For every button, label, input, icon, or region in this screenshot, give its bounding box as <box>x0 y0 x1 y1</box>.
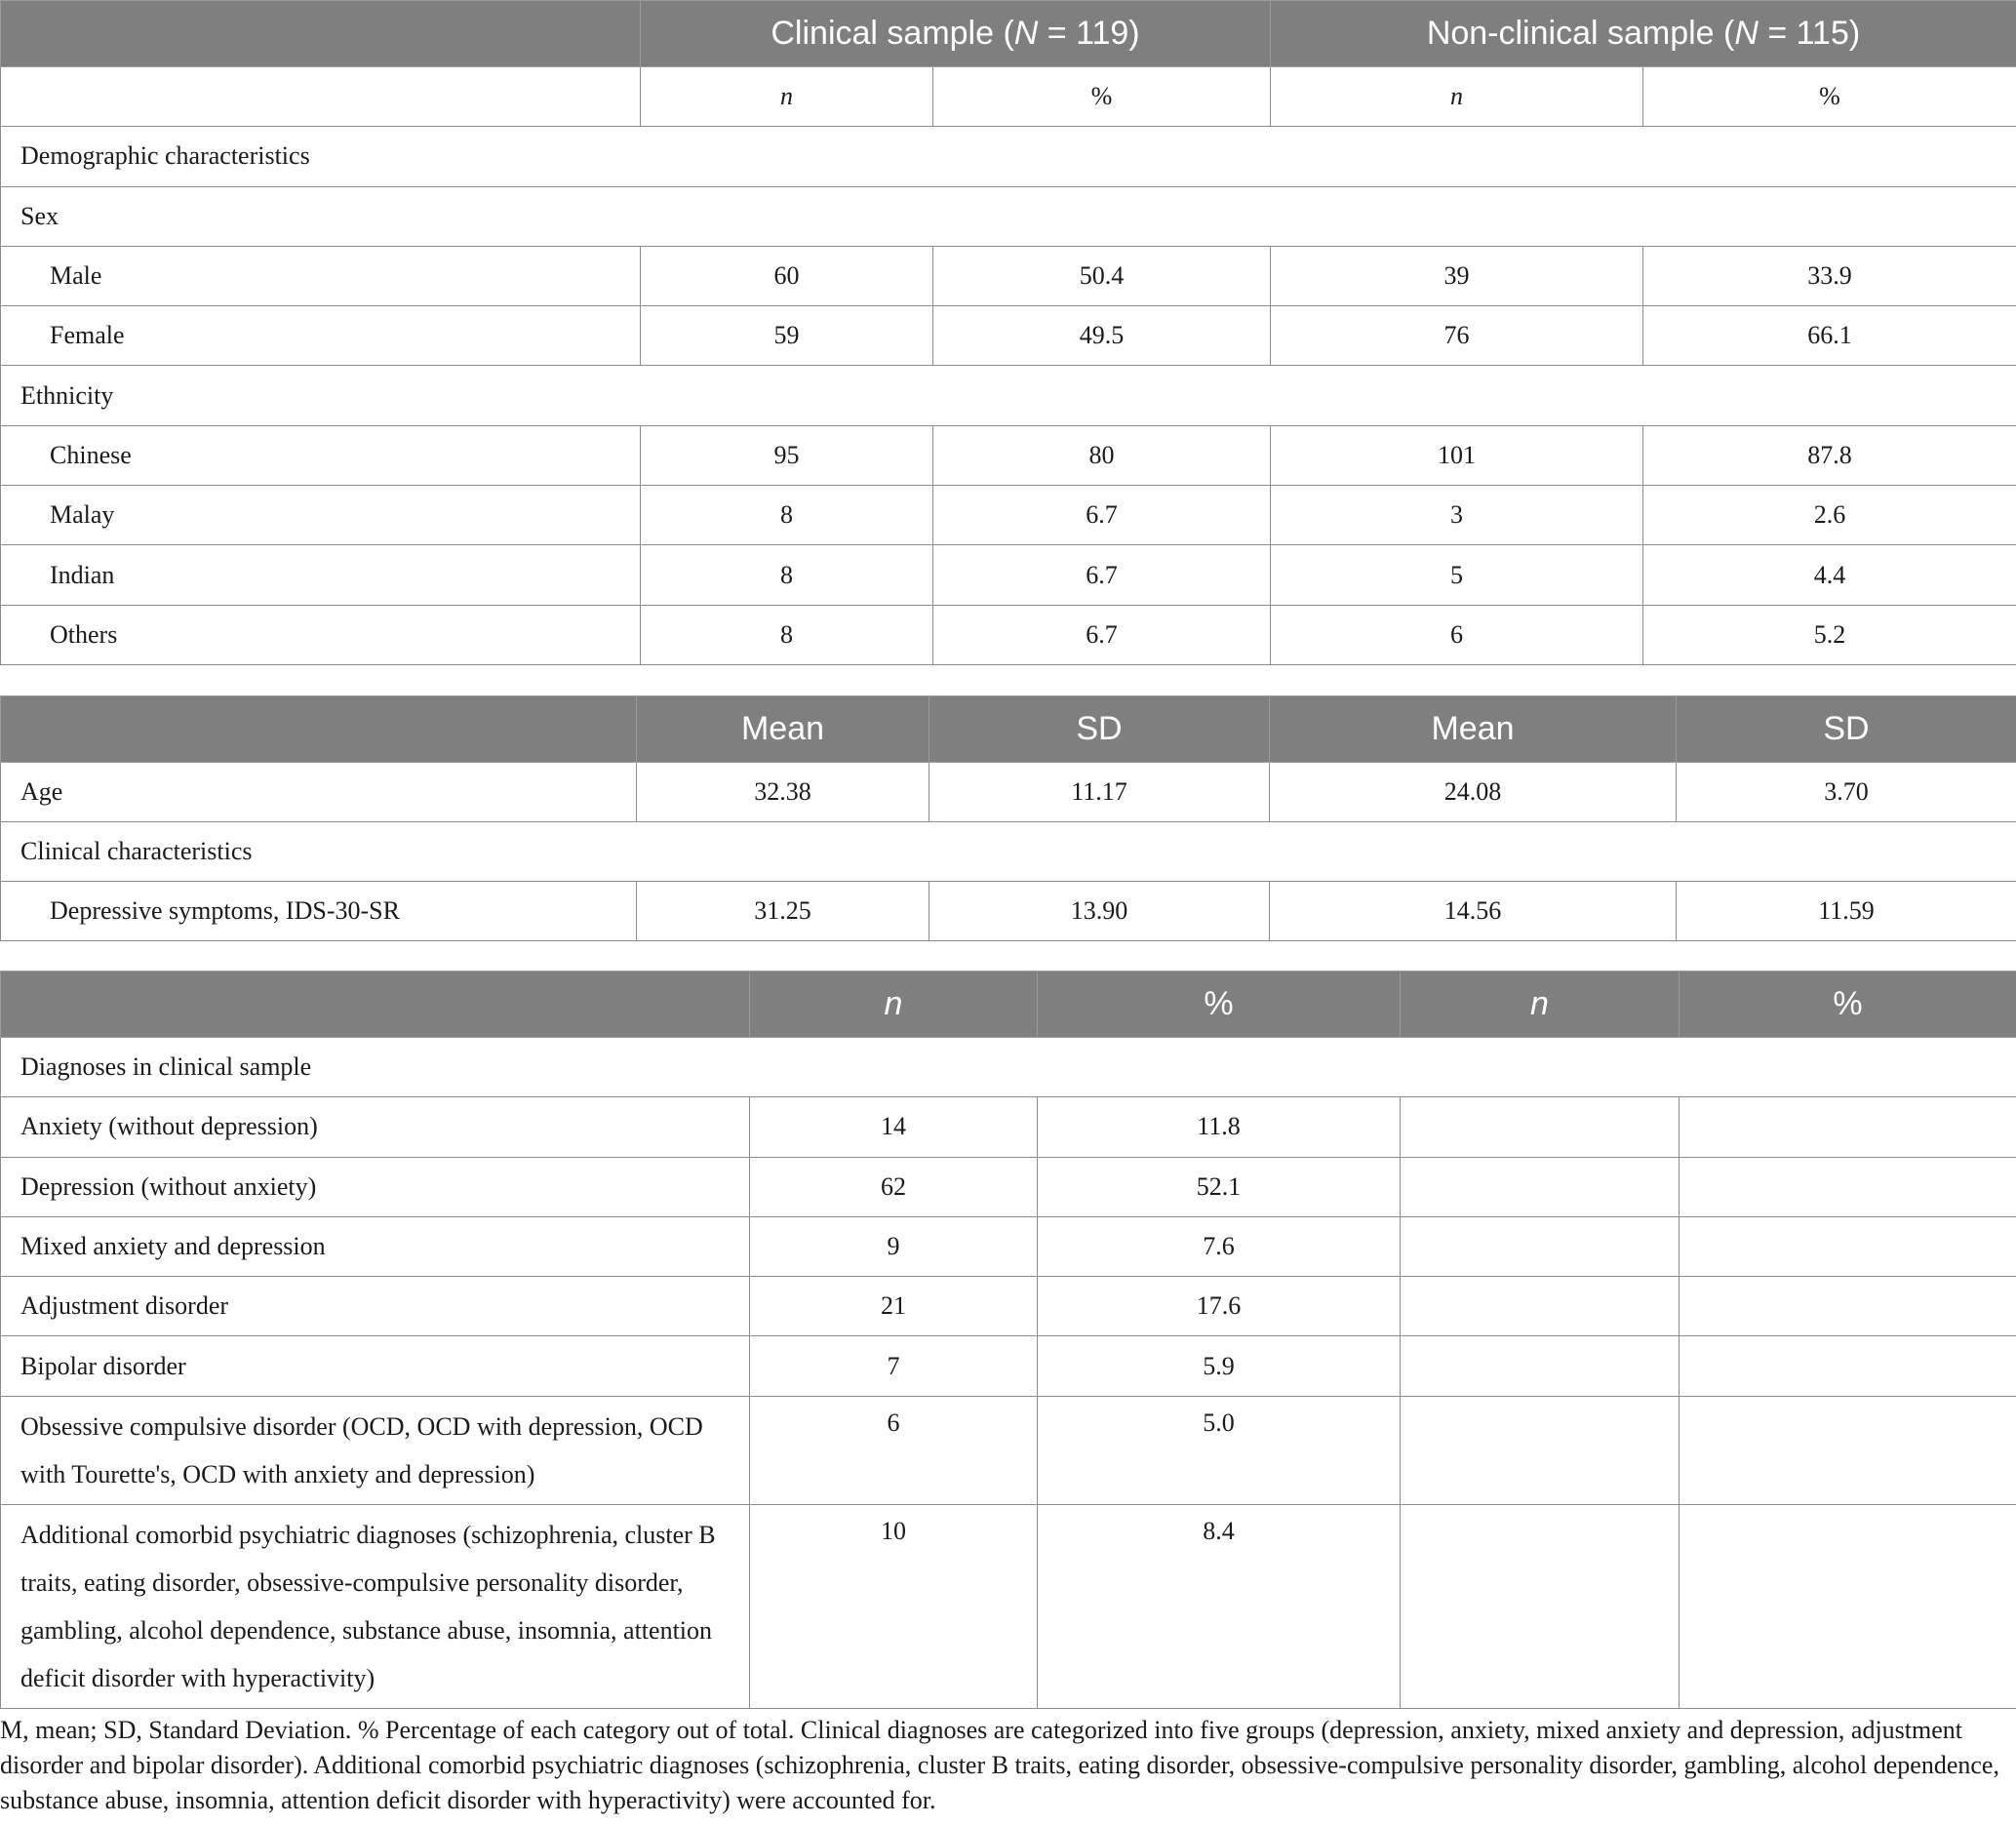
demographics-table <box>0 0 2016 665</box>
header-sd: SD <box>929 696 1270 763</box>
cell-value <box>1401 1157 1680 1216</box>
cell-value: 13.90 <box>929 882 1270 941</box>
cell-value: 24.08 <box>1270 763 1677 822</box>
cell-value: 76 <box>1271 306 1643 366</box>
table-row <box>1 1157 2016 1216</box>
cell-value: 95 <box>641 425 933 485</box>
table-row <box>1 605 2016 664</box>
age-clinical-table <box>0 695 2016 941</box>
cell-value <box>1680 1097 2016 1157</box>
section-row <box>1 186 2016 246</box>
table-row <box>1 1097 2016 1157</box>
row-label: Malay <box>1 486 641 545</box>
row-label: Obsessive compulsive disorder (OCD, OCD with depression, OCD with Tourette's, OCD with anxiety and depression) <box>1 1396 750 1504</box>
cell-value <box>1401 1216 1680 1276</box>
cell-value: 31.25 <box>637 882 929 941</box>
non-clinical-sample-header: Non-clinical sample (N = 115) <box>1271 1 2016 67</box>
cell-value: 66.1 <box>1643 306 2016 366</box>
cell-value: 21 <box>750 1277 1038 1336</box>
cell-value <box>1680 1336 2016 1396</box>
cell-value: 49.5 <box>933 306 1271 366</box>
diagnoses-table <box>0 971 2016 1709</box>
cell-value: 5.0 <box>1038 1396 1401 1504</box>
header-percent: % <box>1680 972 2016 1038</box>
section-label: Demographic characteristics <box>1 127 2016 186</box>
header-blank-cell <box>1 696 637 763</box>
cell-value: 101 <box>1271 425 1643 485</box>
cell-value <box>1680 1216 2016 1276</box>
table-row <box>1 1504 2016 1708</box>
row-label: Indian <box>1 545 641 605</box>
row-label: Depression (without anxiety) <box>1 1157 750 1216</box>
cell-value: 8 <box>641 545 933 605</box>
section-label: Clinical characteristics <box>1 822 2016 882</box>
sub-header-blank <box>1 67 641 127</box>
header-percent: % <box>1038 972 1401 1038</box>
row-label: Chinese <box>1 425 641 485</box>
row-label: Depressive symptoms, IDS-30-SR <box>1 882 637 941</box>
cell-value: 9 <box>750 1216 1038 1276</box>
cell-value: 62 <box>750 1157 1038 1216</box>
cell-value: 60 <box>641 246 933 305</box>
row-label: Female <box>1 306 641 366</box>
clinical-sample-header: Clinical sample (N = 119) <box>641 1 1271 67</box>
cell-value: 2.6 <box>1643 486 2016 545</box>
section-label: Ethnicity <box>1 366 2016 425</box>
sub-header-n: n <box>641 67 933 127</box>
section-row <box>1 127 2016 186</box>
table-row <box>1 486 2016 545</box>
cell-value <box>1401 1097 1680 1157</box>
row-label: Bipolar disorder <box>1 1336 750 1396</box>
table-row <box>1 306 2016 366</box>
row-label: Age <box>1 763 637 822</box>
sub-header-row <box>1 67 2016 127</box>
cell-value: 8 <box>641 605 933 664</box>
section-row <box>1 1038 2016 1097</box>
cell-value: 4.4 <box>1643 545 2016 605</box>
cell-value: 32.38 <box>637 763 929 822</box>
row-label: Adjustment disorder <box>1 1277 750 1336</box>
cell-value: 50.4 <box>933 246 1271 305</box>
cell-value: 8 <box>641 486 933 545</box>
cell-value: 17.6 <box>1038 1277 1401 1336</box>
cell-value <box>1401 1396 1680 1504</box>
header-mean: Mean <box>1270 696 1677 763</box>
cell-value: 6.7 <box>933 486 1271 545</box>
header-n: n <box>1401 972 1680 1038</box>
table-row <box>1 1396 2016 1504</box>
cell-value: 8.4 <box>1038 1504 1401 1708</box>
table-row <box>1 545 2016 605</box>
cell-value: 3 <box>1271 486 1643 545</box>
cell-value: 6 <box>750 1396 1038 1504</box>
section-label: Diagnoses in clinical sample <box>1 1038 2016 1097</box>
cell-value: 11.59 <box>1677 882 2016 941</box>
header-blank-cell <box>1 1 641 67</box>
cell-value: 5.9 <box>1038 1336 1401 1396</box>
cell-value: 7 <box>750 1336 1038 1396</box>
cell-value <box>1401 1336 1680 1396</box>
sub-header-percent: % <box>1643 67 2016 127</box>
table-row <box>1 763 2016 822</box>
cell-value <box>1680 1396 2016 1504</box>
sub-header-n: n <box>1271 67 1643 127</box>
n-percent-header-row <box>1 972 2016 1038</box>
header-sd: SD <box>1677 696 2016 763</box>
cell-value: 87.8 <box>1643 425 2016 485</box>
row-label: Mixed anxiety and depression <box>1 1216 750 1276</box>
table-row <box>1 1277 2016 1336</box>
cell-value: 5 <box>1271 545 1643 605</box>
sub-header-percent: % <box>933 67 1271 127</box>
header-blank-cell <box>1 972 750 1038</box>
header-mean: Mean <box>637 696 929 763</box>
table-row <box>1 246 2016 305</box>
table-footnote: M, mean; SD, Standard Deviation. % Percentage of each category out of total. Clinical diagnoses are categorized into five groups (depression, anxiety, mixed anxiety and depression, adjustment disorder and bipolar disorder). Additional comorbid psychiatric diagnoses (schizophrenia, cluster B traits, eating disorder, obsessive-compulsive personality disorder, gambling, alcohol dependence, substance abuse, insomnia, attention deficit disorder with hyperactivity) were accounted for. <box>0 1716 1999 1814</box>
cell-value: 14 <box>750 1097 1038 1157</box>
table-row <box>1 1216 2016 1276</box>
row-label: Anxiety (without depression) <box>1 1097 750 1157</box>
cell-value: 33.9 <box>1643 246 2016 305</box>
cell-value: 6.7 <box>933 605 1271 664</box>
cell-value <box>1401 1504 1680 1708</box>
header-n: n <box>750 972 1038 1038</box>
table-row <box>1 1336 2016 1396</box>
section-row <box>1 822 2016 882</box>
cell-value: 3.70 <box>1677 763 2016 822</box>
cell-value: 11.8 <box>1038 1097 1401 1157</box>
cell-value: 6.7 <box>933 545 1271 605</box>
section-label: Sex <box>1 186 2016 246</box>
table-row <box>1 425 2016 485</box>
cell-value <box>1401 1277 1680 1336</box>
cell-value: 39 <box>1271 246 1643 305</box>
cell-value: 14.56 <box>1270 882 1677 941</box>
cell-value: 80 <box>933 425 1271 485</box>
cell-value: 52.1 <box>1038 1157 1401 1216</box>
row-label: Others <box>1 605 641 664</box>
row-label: Male <box>1 246 641 305</box>
table-row <box>1 882 2016 941</box>
group-header-row <box>1 1 2016 67</box>
mean-sd-header-row <box>1 696 2016 763</box>
cell-value: 5.2 <box>1643 605 2016 664</box>
cell-value: 59 <box>641 306 933 366</box>
row-label: Additional comorbid psychiatric diagnoses (schizophrenia, cluster B traits, eating disorder, obsessive-compulsive personality disorder, gambling, alcohol dependence, substance abuse, insomnia, attention deficit disorder with hyperactivity) <box>1 1504 750 1708</box>
section-row <box>1 366 2016 425</box>
cell-value <box>1680 1504 2016 1708</box>
cell-value <box>1680 1157 2016 1216</box>
cell-value <box>1680 1277 2016 1336</box>
cell-value: 10 <box>750 1504 1038 1708</box>
cell-value: 7.6 <box>1038 1216 1401 1276</box>
cell-value: 11.17 <box>929 763 1270 822</box>
cell-value: 6 <box>1271 605 1643 664</box>
